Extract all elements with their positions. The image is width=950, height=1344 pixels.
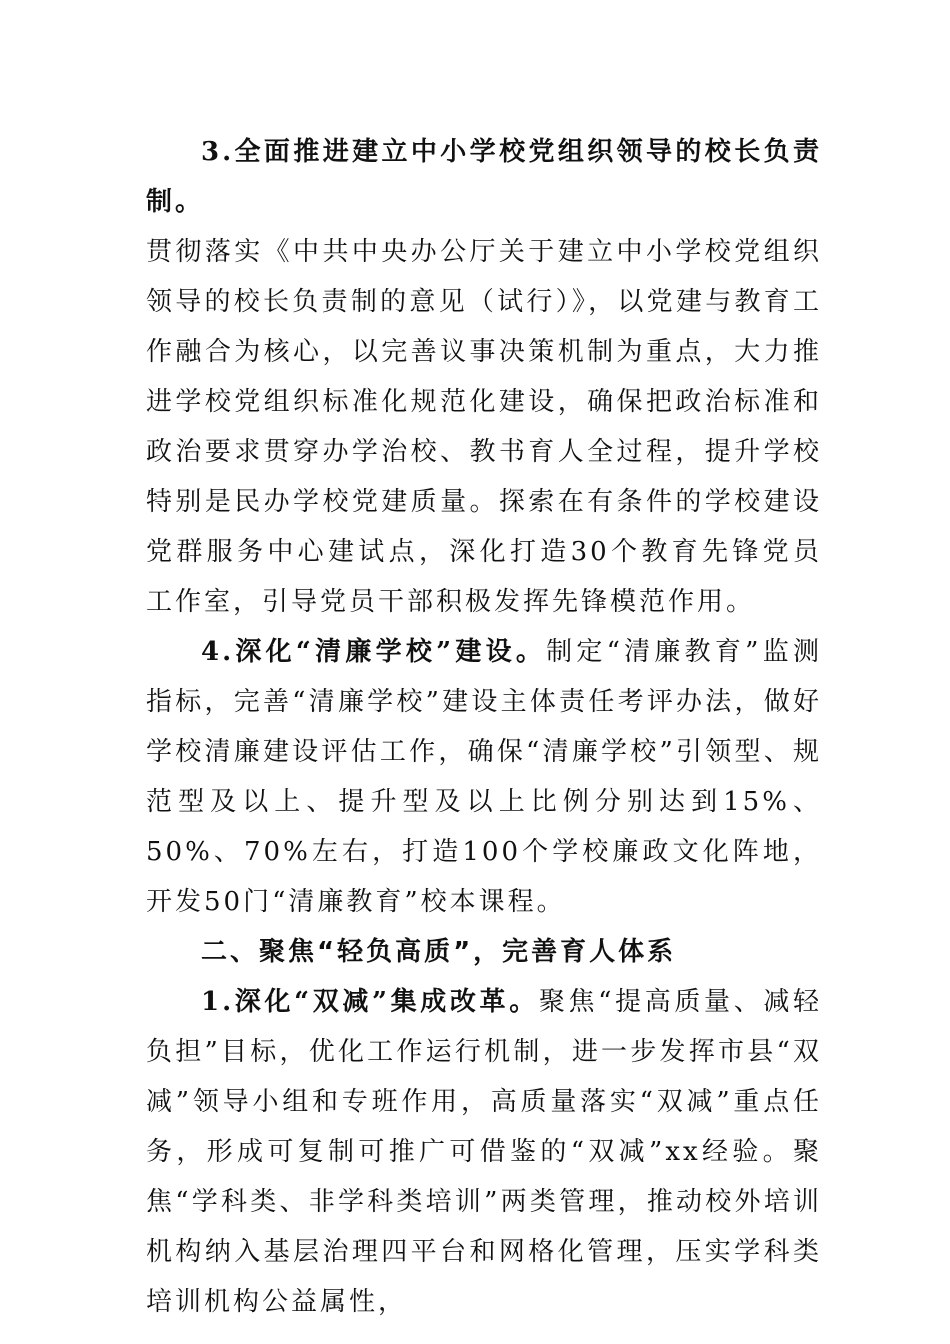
paragraph-heading: 1.深化“双减”集成改革。 — [201, 987, 539, 1017]
document-page — [146, 127, 822, 1327]
paragraph-clean-school — [146, 627, 822, 927]
paragraph-double-reduction — [146, 977, 822, 1327]
paragraph-heading: 3.全面推进建立中小学校党组织领导的校长负责制。 — [146, 137, 822, 217]
paragraph-body: 制定“清廉教育”监测指标，完善“清廉学校”建设主体责任考评办法，做好学校清廉建设评估工作，确保“清廉学校”引领型、规范型及以上、提升型及以上比例分别达到15%、50%、70%左右，打造100个学校廉政文化阵地，开发50门“清廉教育”校本课程。 — [146, 637, 822, 917]
section-heading-reduce-burden — [146, 927, 822, 977]
paragraph-party-leadership — [146, 127, 822, 627]
paragraph-body: 聚焦“提高质量、减轻负担”目标，优化工作运行机制，进一步发挥市县“双减”领导小组和专班作用，高质量落实“双减”重点任务，形成可复制可推广可借鉴的“双减”xx经验。聚焦“学科类、非学科类培训”两类管理，推动校外培训机构纳入基层治理四平台和网格化管理，压实学科类培训机构公益属性， — [146, 987, 822, 1317]
section-heading-text: 二、聚焦“轻负高质”，完善育人体系 — [201, 937, 677, 967]
paragraph-body: 贯彻落实《中共中央办公厅关于建立中小学校党组织领导的校长负责制的意见（试行）》，以党建与教育工作融合为核心，以完善议事决策机制为重点，大力推进学校党组织标准化规范化建设，确保把政治标准和政治要求贯穿办学治校、教书育人全过程，提升学校特别是民办学校党建质量。探索在有条件的学校建设党群服务中心建试点，深化打造30个教育先锋党员工作室，引导党员干部积极发挥先锋模范作用。 — [146, 237, 822, 617]
paragraph-heading: 4.深化“清廉学校”建设。 — [201, 637, 547, 667]
